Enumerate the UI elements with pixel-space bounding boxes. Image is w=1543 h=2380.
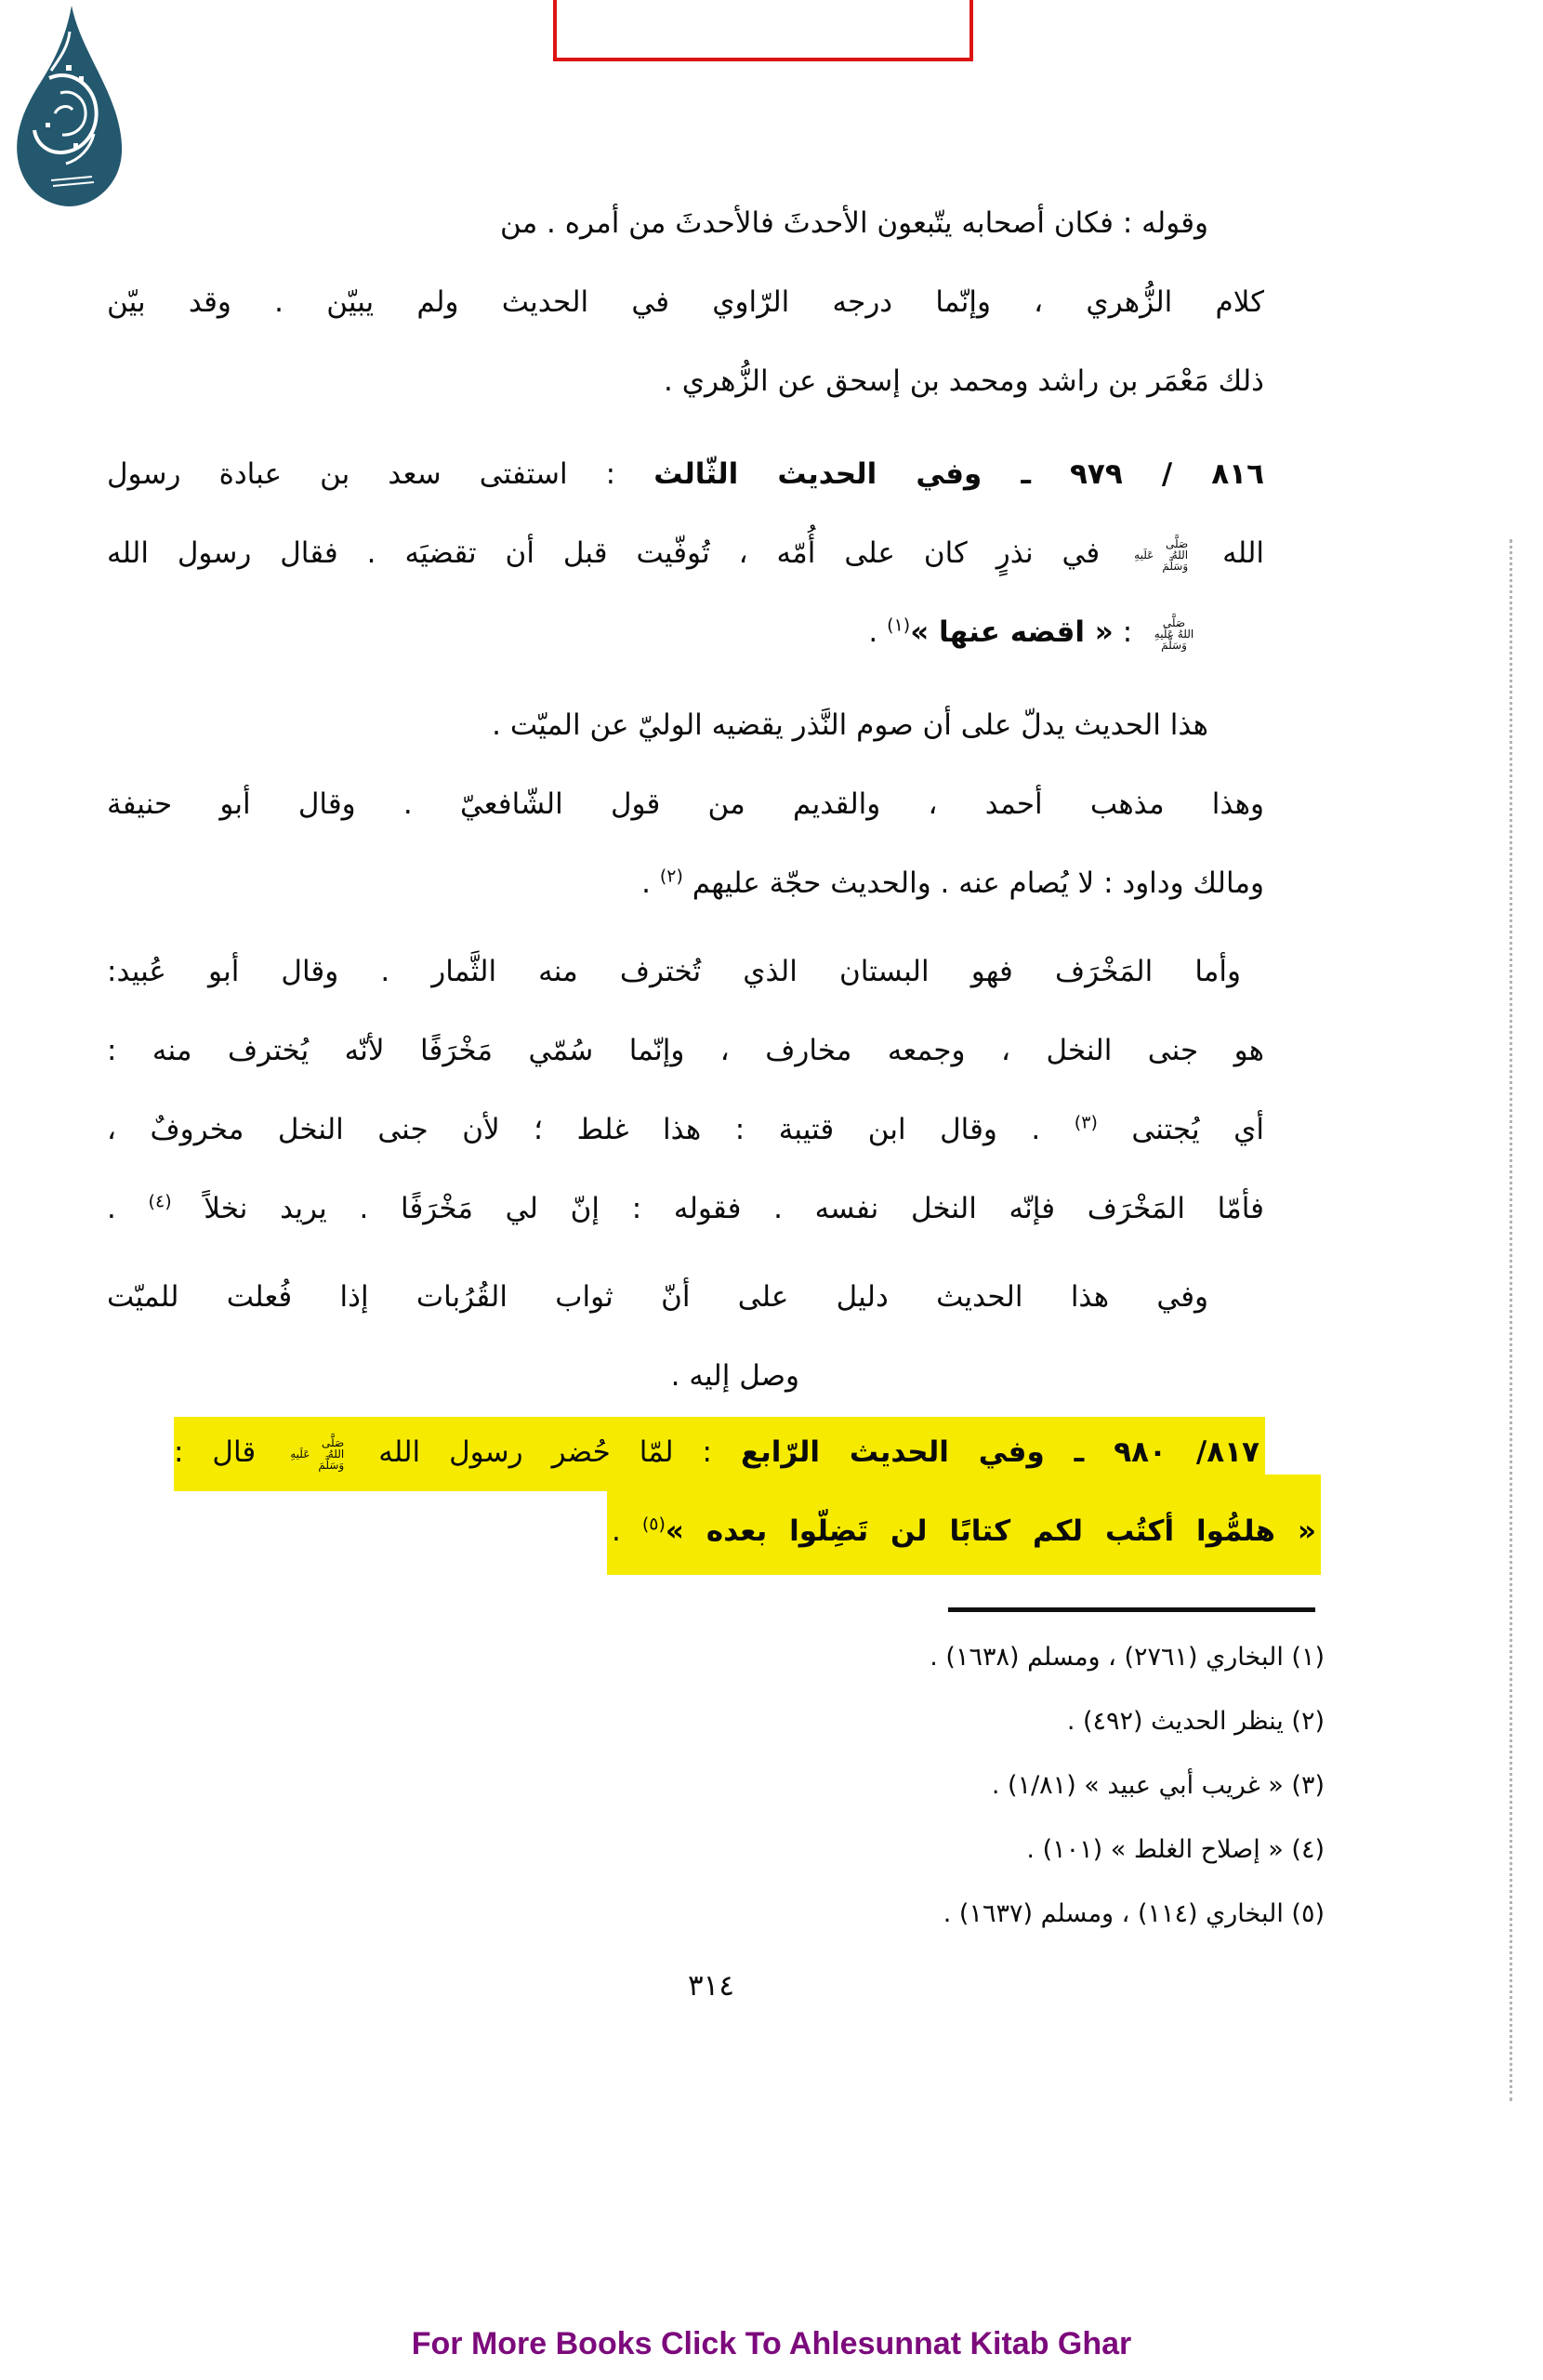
paragraph-text: ومالك وداود : لا يُصام عنه . والحديث حجّة عليهم xyxy=(682,866,1264,900)
text-line xyxy=(107,686,1264,765)
paragraph-text: . xyxy=(868,615,888,649)
paragraph-text: كلام الزُّهري ، وإنّما درجه الرّاوي في الحديث ولم يبيّن . وقد بيّن xyxy=(107,285,1264,319)
text-line xyxy=(107,342,1264,421)
footnote-ref: (٥) xyxy=(641,1514,666,1535)
hadith-quote-line xyxy=(107,593,1264,672)
publisher-logo xyxy=(14,4,127,210)
paragraph-text: قال : xyxy=(174,1435,285,1469)
paragraph-text: . xyxy=(612,1514,642,1548)
paragraph-text: هو جنى النخل ، وجمعه مخارف ، وإنّما سُمّي مَخْرَفًا لأنّه يُخترف منه : xyxy=(107,1034,1264,1067)
salla-allahu-alayhi-wasallam-icon: صَلَّى اللهُ عَلَيهِ وَسَلَّمَ xyxy=(290,1435,345,1472)
paragraph-text: : استفتى سعد بن عبادة رسول xyxy=(107,457,654,491)
footnote-divider xyxy=(948,1607,1315,1612)
page-number: ٣١٤ xyxy=(688,1969,734,2003)
footnote-ref: (٣) xyxy=(1074,1112,1098,1133)
footnotes-block xyxy=(930,1625,1325,1946)
paragraph-text: . وقال ابن قتيبة : هذا غلط ؛ لأن جنى النخل مخروفٌ ، xyxy=(107,1113,1075,1146)
hadith-number: ٨١٧/ ٩٨٠ ـ xyxy=(1044,1435,1259,1469)
hadith-number: ٨١٦ / ٩٧٩ ـ xyxy=(982,457,1264,491)
hadith-817-heading-line-highlighted xyxy=(174,1414,1259,1490)
hadith-heading-bold: وفي الحديث الرّابع xyxy=(740,1435,1045,1469)
text-line xyxy=(107,514,1264,593)
paragraph-text: ذلك مَعْمَر بن راشد ومحمد بن إسحق عن الزُّهري . xyxy=(664,364,1264,398)
paragraph-text: الله xyxy=(1194,536,1265,570)
footnote-line: (٢) ينظر الحديث (٤٩٢) . xyxy=(1066,1707,1325,1736)
text-line xyxy=(107,1258,1264,1337)
footnote-ref: (١) xyxy=(887,615,911,636)
paragraph-text: . xyxy=(641,866,660,900)
paragraph-gap xyxy=(107,421,1264,435)
footnote-line: (٤) « إصلاح الغلط » (١٠١) . xyxy=(1026,1835,1325,1864)
paragraph-text: أي يُجتنى xyxy=(1097,1113,1264,1146)
footnote-ref: (٢) xyxy=(659,866,683,887)
paragraph-gap xyxy=(107,1249,1264,1258)
main-text-column xyxy=(107,184,1264,1416)
hadith-quote-bold: « هلمُّوا أكتُب لكم كتابًا لن تَضِلّوا بعده » xyxy=(665,1514,1316,1548)
text-line xyxy=(107,263,1264,342)
hadith-816-heading-line xyxy=(107,435,1264,514)
teardrop-calligraphy-icon xyxy=(14,4,127,210)
text-line xyxy=(107,932,1264,1012)
footnote-line: (١) البخاري (٢٧٦١) ، ومسلم (١٦٣٨) . xyxy=(930,1643,1325,1672)
footnote-ref: (٤) xyxy=(148,1191,172,1212)
paragraph-gap xyxy=(107,672,1264,686)
paragraph-text: وفي هذا الحديث دليل على أنّ ثواب القُرُبات إذا فُعلت للميّت xyxy=(107,1280,1208,1314)
text-line xyxy=(107,1170,1264,1249)
salla-allahu-alayhi-wasallam-icon: صَلَّى اللهُ عَلَيهِ وَسَلَّمَ xyxy=(1154,615,1194,652)
paragraph-text: فأمّا المَخْرَف فإنّه النخل نفسه . فقوله : إنّ لي مَخْرَفًا . يريد نخلاً xyxy=(171,1192,1264,1225)
footnote-line: (٣) « غريب أبي عبيد » (١/٨١) . xyxy=(991,1771,1325,1800)
footer-link[interactable]: For More Books Click To Ahlesunnat Kitab Ghar xyxy=(411,2326,1132,2361)
hadith-heading-bold: وفي الحديث الثّالث xyxy=(653,457,983,491)
hadith-817-quote-line-highlighted xyxy=(612,1490,1316,1572)
red-selection-box xyxy=(553,0,973,61)
text-line xyxy=(107,1337,1264,1416)
text-line xyxy=(107,844,1264,923)
hadith-quote-bold: « اقضه عنها » xyxy=(910,615,1114,649)
paragraph-text: وأما المَخْرَف فهو البستان الذي تُخترف منه الثَّمار . وقال أبو عُبيد: xyxy=(107,955,1241,988)
paragraph-text: . xyxy=(107,1192,149,1225)
paragraph-text: في نذرٍ كان على أُمّه ، تُوفّيت قبل أن تقضيَه . فقال رسول الله xyxy=(107,536,1129,570)
footnote-line: (٥) البخاري (١١٤) ، ومسلم (١٦٣٧) . xyxy=(943,1899,1325,1928)
text-line xyxy=(107,765,1264,844)
salla-allahu-alayhi-wasallam-icon: صَلَّى اللهُ عَلَيهِ وَسَلَّمَ xyxy=(1134,536,1189,573)
scan-artifact-dotted-line xyxy=(1510,539,1512,2101)
text-line xyxy=(107,184,1264,263)
text-line xyxy=(107,1091,1264,1170)
text-line xyxy=(107,1012,1264,1091)
paragraph-text: : xyxy=(1113,615,1141,649)
paragraph-text: : لمّا حُضر رسول الله xyxy=(349,1435,741,1469)
paragraph-gap xyxy=(107,923,1264,932)
paragraph-text: وصل إليه . xyxy=(670,1359,799,1393)
paragraph-text: هذا الحديث يدلّ على أن صوم النَّذر يقضيه الوليّ عن الميّت . xyxy=(492,708,1208,742)
paragraph-text: وهذا مذهب أحمد ، والقديم من قول الشّافعيّ . وقال أبو حنيفة xyxy=(107,787,1264,821)
paragraph-text: وقوله : فكان أصحابه يتّبعون الأحدثَ فالأحدثَ من أمره . من xyxy=(499,206,1208,240)
